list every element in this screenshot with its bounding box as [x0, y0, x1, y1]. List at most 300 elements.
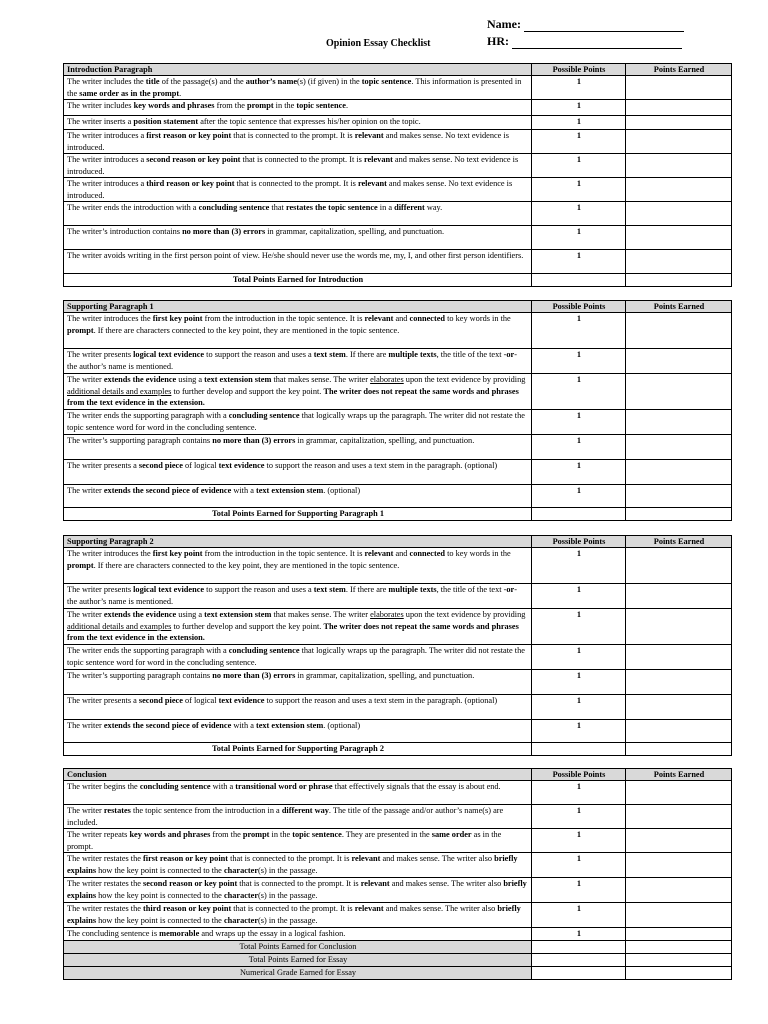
possible-points-value: 1	[532, 645, 626, 670]
criterion-segment: text evidence	[218, 696, 265, 706]
criterion-segment: The writer	[67, 486, 104, 496]
criterion-segment: to support the reason and uses a text stem in the paragraph. (optional)	[264, 461, 498, 471]
criterion-text	[64, 130, 532, 154]
points-earned-cell[interactable]	[626, 226, 732, 250]
possible-points-value: 1	[532, 226, 626, 250]
criterion-segment: prompt	[67, 560, 94, 570]
criterion-segment: text extension stem	[255, 486, 324, 496]
criterion-segment: restates	[103, 806, 131, 816]
criterion-segment: second piece	[138, 696, 183, 706]
criterion-segment: to key words in the	[445, 549, 511, 559]
criterion-segment: and wraps up the essay in a logical fashion.	[199, 929, 346, 939]
possible-points-value: 1	[532, 154, 626, 178]
points-earned-cell[interactable]	[626, 903, 732, 928]
points-earned-cell[interactable]	[626, 928, 732, 941]
criterion-segment: that makes sense. The writer	[271, 375, 371, 385]
criterion-segment: and makes sense. The writer also	[389, 879, 504, 889]
criterion-segment: using a	[176, 610, 205, 620]
criterion-segment: way.	[424, 203, 443, 213]
points-earned-cell[interactable]	[626, 695, 732, 720]
criterion-segment: The writer avoids writing in the first person point of view. He/she should never use the words me, my, I, and other first person identifiers.	[67, 251, 524, 261]
criterion-segment: and makes sense. No text evidence is introduced.	[67, 155, 519, 176]
points-earned-cell[interactable]	[626, 829, 732, 853]
criterion-segment: and	[393, 314, 410, 324]
total-earned-cell[interactable]	[626, 967, 732, 980]
points-earned-cell[interactable]	[626, 805, 732, 829]
criterion-segment: The writer presents a	[67, 461, 139, 471]
possible-points-header: Possible Points	[532, 64, 626, 76]
criterion-segment: first key point	[152, 549, 203, 559]
criterion-segment: different	[394, 203, 425, 213]
checklist-row	[64, 670, 732, 695]
criterion-segment: elaborates	[370, 610, 404, 620]
criterion-segment: to support the reason and uses a	[204, 350, 314, 360]
criterion-segment: . (optional)	[323, 721, 361, 731]
checklist-row	[64, 805, 732, 829]
checklist-row	[64, 878, 732, 903]
points-earned-cell[interactable]	[626, 781, 732, 805]
section-header-row	[64, 64, 732, 76]
criterion-segment: The writer	[67, 721, 104, 731]
criterion-segment: that logically wraps up the paragraph. The writer did not restate the topic sentence word for word in the concluding sentence.	[67, 646, 525, 667]
possible-points-header: Possible Points	[532, 769, 626, 781]
criterion-segment: . If there are characters connected to the key point, they are mentioned in the topic sentence.	[93, 325, 400, 335]
total-label: Numerical Grade Earned for Essay	[64, 967, 532, 980]
criterion-segment: to further develop and support the key point.	[171, 386, 324, 396]
criterion-text	[64, 878, 532, 903]
possible-points-value: 1	[532, 609, 626, 645]
criterion-text	[64, 178, 532, 202]
criterion-segment: no more than (3) errors	[212, 436, 296, 446]
criterion-text	[64, 410, 532, 435]
criterion-segment: The writer includes the	[67, 77, 146, 87]
possible-points-value: 1	[532, 202, 626, 226]
points-earned-cell[interactable]	[626, 313, 732, 349]
criterion-text	[64, 100, 532, 116]
checklist-row	[64, 645, 732, 670]
criterion-segment: topic sentence	[296, 101, 346, 111]
name-field[interactable]	[487, 17, 684, 32]
possible-points-header: Possible Points	[532, 536, 626, 548]
possible-points-value: 1	[532, 548, 626, 584]
criterion-segment: upon the text evidence by providing	[403, 610, 526, 620]
possible-points-value: 1	[532, 584, 626, 609]
criterion-segment: how the key point is connected to the	[96, 915, 224, 925]
total-earned-cell[interactable]	[626, 274, 732, 287]
criterion-segment: . If there are	[345, 585, 389, 595]
points-earned-cell[interactable]	[626, 250, 732, 274]
possible-points-value: 1	[532, 76, 626, 100]
criterion-segment: The writer introduces the	[67, 314, 153, 324]
criterion-segment: text extension stem	[204, 610, 272, 620]
criterion-segment: and makes sense. The writer also	[383, 904, 498, 914]
points-earned-cell[interactable]	[626, 584, 732, 609]
total-possible-cell	[532, 508, 626, 521]
criterion-segment: as in the prompt.	[67, 830, 502, 851]
criterion-segment: that logically wraps up the paragraph. The writer did not restate the topic sentence word for word in the concluding sentence.	[67, 411, 525, 432]
criterion-segment: topic sentence	[292, 830, 342, 840]
possible-points-value: 1	[532, 878, 626, 903]
checklist-row	[64, 609, 732, 645]
total-earned-cell[interactable]	[626, 508, 732, 521]
possible-points-value: 1	[532, 130, 626, 154]
criterion-text	[64, 720, 532, 743]
criterion-segment: second piece	[138, 461, 183, 471]
criterion-segment: key words and phrases	[133, 101, 215, 111]
criterion-segment: The writer introduces the	[67, 549, 153, 559]
checklist-row	[64, 130, 732, 154]
total-label: Total Points Earned for Introduction	[64, 274, 532, 287]
total-label: Total Points Earned for Supporting Paragraph 2	[64, 743, 532, 756]
name-line[interactable]	[524, 21, 684, 32]
criterion-segment: and makes sense. No text evidence is introduced.	[67, 179, 513, 200]
criterion-text	[64, 645, 532, 670]
checklist-row	[64, 695, 732, 720]
criterion-segment: topic sentence	[361, 77, 412, 87]
criterion-segment: . If there are characters connected to the key point, they are mentioned in the topic sentence.	[93, 560, 400, 570]
criterion-segment: to key words in the	[445, 314, 511, 324]
points-earned-cell[interactable]	[626, 116, 732, 130]
possible-points-value: 1	[532, 695, 626, 720]
criterion-text	[64, 853, 532, 878]
criterion-segment: of the passage(s) and the	[159, 77, 246, 87]
criterion-segment: no more than (3) errors	[212, 671, 296, 681]
possible-points-value: 1	[532, 903, 626, 928]
points-earned-cell[interactable]	[626, 548, 732, 584]
checklist-row	[64, 829, 732, 853]
criterion-segment: relevant	[364, 314, 394, 324]
possible-points-value: 1	[532, 410, 626, 435]
points-earned-cell[interactable]	[626, 460, 732, 485]
possible-points-value: 1	[532, 374, 626, 410]
section-header-row	[64, 769, 732, 781]
criterion-segment: transitional word or phrase	[235, 782, 333, 792]
criterion-segment: that is connected to the prompt. It is	[228, 854, 352, 864]
criterion-segment: relevant	[364, 549, 394, 559]
criterion-segment: text extension stem	[255, 721, 324, 731]
criterion-segment: to support the reason and uses a text stem in the paragraph. (optional)	[264, 696, 498, 706]
criterion-segment: . They are presented in the	[341, 830, 432, 840]
checklist-row	[64, 154, 732, 178]
criterion-text	[64, 250, 532, 274]
checklist-row	[64, 76, 732, 100]
criterion-segment: relevant	[354, 904, 384, 914]
criterion-segment: The concluding sentence is	[67, 929, 160, 939]
criterion-segment: that	[269, 203, 286, 213]
criterion-text	[64, 609, 532, 645]
criterion-text	[64, 226, 532, 250]
criterion-segment: multiple texts	[388, 585, 437, 595]
points-earned-cell[interactable]	[626, 374, 732, 410]
criterion-segment: that is connected to the prompt. It is	[237, 879, 361, 889]
criterion-segment: that makes sense. The writer	[271, 610, 371, 620]
criterion-text	[64, 695, 532, 720]
total-label: Total Points Earned for Conclusion	[64, 941, 532, 954]
points-earned-cell[interactable]	[626, 609, 732, 645]
criterion-segment: The writer repeats	[67, 830, 130, 840]
criterion-segment: after the topic sentence that expresses his/her opinion on the topic.	[198, 117, 421, 127]
criterion-segment: in grammar, capitalization, spelling, and punctuation.	[295, 671, 475, 681]
points-earned-header: Points Earned	[626, 301, 732, 313]
points-earned-cell[interactable]	[626, 720, 732, 743]
criterion-segment: with a	[231, 486, 256, 496]
criterion-segment: The writer includes	[67, 101, 134, 111]
total-earned-cell[interactable]	[626, 941, 732, 954]
possible-points-value: 1	[532, 435, 626, 460]
criterion-segment: first reason or key point	[146, 131, 232, 141]
points-earned-cell[interactable]	[626, 178, 732, 202]
criterion-segment: . The title of the passage and/or author’s name(s) are included.	[67, 806, 504, 827]
points-earned-cell[interactable]	[626, 878, 732, 903]
points-earned-header: Points Earned	[626, 64, 732, 76]
criterion-segment: of logical	[182, 696, 219, 706]
section-table-supporting-2	[63, 535, 732, 756]
criterion-segment: The writer ends the supporting paragraph with a	[67, 646, 229, 656]
checklist-row	[64, 548, 732, 584]
criterion-segment: or	[506, 350, 515, 360]
checklist-row	[64, 460, 732, 485]
total-row	[64, 508, 732, 521]
criterion-segment: first key point	[152, 314, 203, 324]
criterion-segment: third reason or key point	[146, 179, 235, 189]
points-earned-cell[interactable]	[626, 670, 732, 695]
criterion-segment: author’s name	[245, 77, 298, 87]
criterion-text	[64, 805, 532, 829]
criterion-segment: second reason or key point	[146, 155, 241, 165]
total-row	[64, 954, 732, 967]
criterion-text	[64, 460, 532, 485]
criterion-segment: from the	[214, 101, 248, 111]
criterion-segment: of logical	[182, 461, 219, 471]
criterion-segment: logical text evidence	[133, 350, 205, 360]
criterion-segment: The writer’s supporting paragraph contains	[67, 436, 213, 446]
criterion-segment: that is connected to the prompt. It is	[240, 155, 364, 165]
points-earned-cell[interactable]	[626, 645, 732, 670]
total-row	[64, 967, 732, 980]
criterion-segment: second reason or key point	[143, 879, 238, 889]
section-title: Supporting Paragraph 1	[64, 301, 532, 313]
criterion-segment: The writer restates the	[67, 879, 144, 889]
criterion-text	[64, 670, 532, 695]
criterion-segment: additional details and examples	[67, 386, 172, 396]
section-table-introduction	[63, 63, 732, 287]
points-earned-cell[interactable]	[626, 154, 732, 178]
criterion-segment: to support the reason and uses a	[204, 585, 314, 595]
criterion-segment: The writer	[67, 806, 104, 816]
criterion-segment: .	[179, 88, 182, 98]
criterion-segment: key words and phrases	[129, 830, 211, 840]
checklist-row	[64, 100, 732, 116]
criterion-segment: The writer ends the supporting paragraph with a	[67, 411, 229, 421]
criterion-segment: relevant	[354, 131, 384, 141]
criterion-segment: briefly explains	[67, 854, 518, 875]
criterion-segment: . If there are	[345, 350, 389, 360]
criterion-segment: The writer introduces a	[67, 179, 147, 189]
criterion-segment: in the	[273, 101, 297, 111]
criterion-segment: text extension stem	[204, 375, 272, 385]
criterion-segment: first reason or key point	[143, 854, 228, 864]
section-title: Conclusion	[64, 769, 532, 781]
criterion-segment: in a	[377, 203, 395, 213]
criterion-segment: The writer introduces a	[67, 131, 147, 141]
hr-field[interactable]	[487, 34, 682, 49]
criterion-segment: The writer’s supporting paragraph contains	[67, 671, 213, 681]
criterion-segment: to further develop and support the key point.	[171, 621, 324, 631]
section-header-row	[64, 301, 732, 313]
criterion-text	[64, 903, 532, 928]
possible-points-value: 1	[532, 829, 626, 853]
criterion-segment: prompt	[67, 325, 94, 335]
criterion-text	[64, 435, 532, 460]
criterion-segment: memorable	[159, 929, 200, 939]
points-earned-cell[interactable]	[626, 349, 732, 374]
criterion-segment: The writer does not repeat the same words and phrases from the text evidence in the extension.	[67, 386, 519, 408]
criterion-segment: relevant	[360, 879, 390, 889]
total-row	[64, 941, 732, 954]
possible-points-value: 1	[532, 805, 626, 829]
criterion-segment: additional details and examples	[67, 621, 172, 631]
criterion-segment: , the title of the text -	[436, 585, 507, 595]
criterion-segment: position statement	[133, 117, 199, 127]
checklist-row	[64, 781, 732, 805]
criterion-segment: prompt	[242, 830, 270, 840]
criterion-segment: The writer restates the	[67, 904, 144, 914]
criterion-segment: character	[223, 915, 259, 925]
criterion-segment: .	[345, 101, 349, 111]
criterion-text	[64, 781, 532, 805]
section-title: Supporting Paragraph 2	[64, 536, 532, 548]
criterion-segment: that is connected to the prompt. It is	[231, 904, 355, 914]
points-earned-cell[interactable]	[626, 130, 732, 154]
criterion-segment: prompt	[247, 101, 274, 111]
possible-points-value: 1	[532, 720, 626, 743]
criterion-segment: The writer inserts a	[67, 117, 134, 127]
criterion-segment: extends the second piece of evidence	[103, 486, 232, 496]
criterion-segment: (s) (if given) in the	[297, 77, 362, 87]
criterion-segment: with a	[231, 721, 256, 731]
criterion-segment: (s) in the passage.	[258, 865, 318, 875]
total-possible-cell	[532, 954, 626, 967]
points-earned-cell[interactable]	[626, 485, 732, 508]
criterion-segment: The writer	[67, 375, 104, 385]
criterion-text	[64, 548, 532, 584]
criterion-segment: connected	[409, 549, 446, 559]
criterion-text	[64, 584, 532, 609]
criterion-segment: different way	[281, 806, 329, 816]
possible-points-value: 1	[532, 250, 626, 274]
checklist-row	[64, 313, 732, 349]
criterion-text	[64, 374, 532, 410]
total-possible-cell	[532, 941, 626, 954]
criterion-segment: and makes sense. The writer also	[380, 854, 495, 864]
criterion-segment: (s) in the passage.	[258, 890, 318, 900]
section-title: Introduction Paragraph	[64, 64, 532, 76]
criterion-segment: The writer ends the introduction with a	[67, 203, 199, 213]
criterion-segment: third reason or key point	[143, 904, 232, 914]
criterion-segment: The writer’s introduction contains	[67, 227, 183, 237]
checklist-row	[64, 226, 732, 250]
criterion-segment: briefly explains	[67, 879, 527, 900]
criterion-segment: or	[506, 585, 515, 595]
criterion-segment: and	[393, 549, 410, 559]
criterion-segment: relevant	[351, 854, 381, 864]
total-earned-cell[interactable]	[626, 954, 732, 967]
criterion-segment: and makes sense. No text evidence is introduced.	[67, 131, 509, 152]
criterion-segment: the topic sentence from the introduction in a	[130, 806, 282, 816]
total-row	[64, 743, 732, 756]
possible-points-value: 1	[532, 928, 626, 941]
total-possible-cell	[532, 743, 626, 756]
criterion-segment: The writer	[67, 610, 104, 620]
criterion-text	[64, 829, 532, 853]
points-earned-header: Points Earned	[626, 769, 732, 781]
hr-label: HR:	[487, 34, 509, 48]
possible-points-value: 1	[532, 460, 626, 485]
criterion-segment: in grammar, capitalization, spelling, and punctuation.	[295, 436, 475, 446]
criterion-segment: - the author’s name is mentioned.	[67, 350, 518, 371]
criterion-segment: how the key point is connected to the	[96, 865, 224, 875]
criterion-segment: upon the text evidence by providing	[403, 375, 526, 385]
points-earned-cell[interactable]	[626, 435, 732, 460]
criterion-text	[64, 928, 532, 941]
possible-points-value: 1	[532, 781, 626, 805]
checklist-row	[64, 410, 732, 435]
points-earned-cell[interactable]	[626, 853, 732, 878]
points-earned-cell[interactable]	[626, 76, 732, 100]
total-possible-cell	[532, 967, 626, 980]
criterion-text	[64, 116, 532, 130]
criterion-segment: logical text evidence	[133, 585, 205, 595]
criterion-segment: title	[145, 77, 160, 87]
criterion-text	[64, 349, 532, 374]
document-title: Opinion Essay Checklist	[326, 38, 431, 49]
criterion-segment: in grammar, capitalization, spelling, and punctuation.	[265, 227, 445, 237]
criterion-segment: that is connected to the prompt. It is	[231, 131, 355, 141]
checklist-row	[64, 202, 732, 226]
criterion-segment: from the introduction in the topic sentence. It is	[202, 549, 365, 559]
criterion-segment: text evidence	[218, 461, 265, 471]
criterion-segment: that effectively signals that the essay is about end.	[332, 782, 501, 792]
criterion-segment: . (optional)	[323, 486, 361, 496]
possible-points-value: 1	[532, 485, 626, 508]
criterion-text	[64, 76, 532, 100]
criterion-segment: character	[223, 890, 259, 900]
criterion-segment: The writer does not repeat the same words and phrases from the text evidence in the extension.	[67, 621, 519, 643]
total-possible-cell	[532, 274, 626, 287]
possible-points-header: Possible Points	[532, 301, 626, 313]
points-earned-cell[interactable]	[626, 202, 732, 226]
total-earned-cell[interactable]	[626, 743, 732, 756]
criterion-segment: text stem	[313, 350, 346, 360]
checklist-row	[64, 485, 732, 508]
criterion-segment: that is connected to the prompt. It is	[234, 179, 358, 189]
possible-points-value: 1	[532, 349, 626, 374]
possible-points-value: 1	[532, 178, 626, 202]
points-earned-cell[interactable]	[626, 410, 732, 435]
criterion-segment: The writer begins the	[67, 782, 140, 792]
checklist-row	[64, 374, 732, 410]
criterion-segment: , the title of the text -	[436, 350, 507, 360]
total-row	[64, 274, 732, 287]
points-earned-header: Points Earned	[626, 536, 732, 548]
checklist-row	[64, 116, 732, 130]
criterion-text	[64, 202, 532, 226]
section-header-row	[64, 536, 732, 548]
hr-line[interactable]	[512, 38, 682, 49]
points-earned-cell[interactable]	[626, 100, 732, 116]
criterion-segment: in the	[269, 830, 293, 840]
section-table-supporting-1	[63, 300, 732, 521]
